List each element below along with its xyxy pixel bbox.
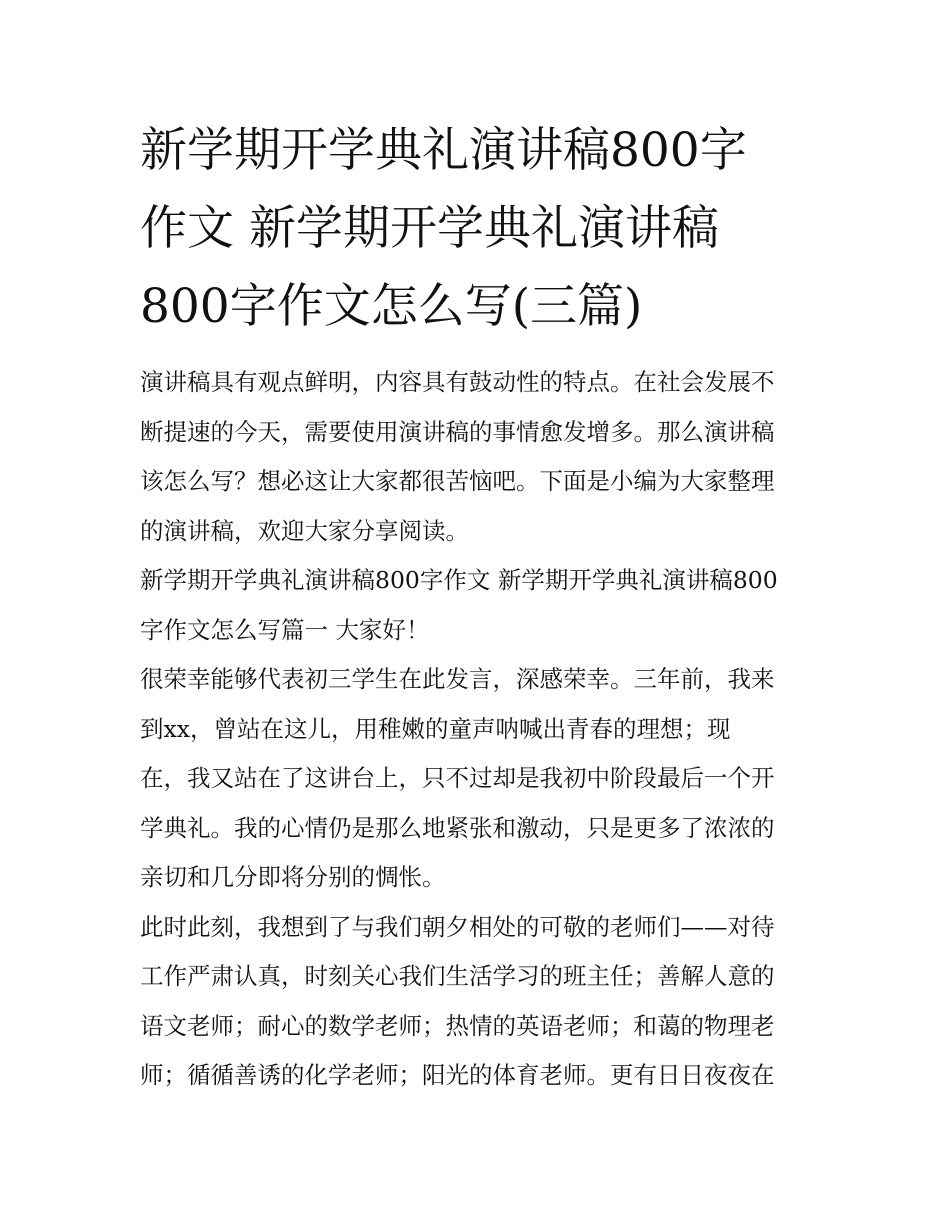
body-line: 语文老师；耐心的数学老师；热情的英语老师；和蔼的物理老 [140,1011,775,1040]
body-line: 的演讲稿，欢迎大家分享阅读。 [140,516,469,545]
title-line-1: 新学期开学典礼演讲稿800字 [140,123,747,178]
body-line: 亲切和几分即将分别的惆怅。 [140,863,446,891]
body-line: 学典礼。我的心情仍是那么地紧张和激动，只是更多了浓浓的 [140,813,775,842]
body-line: 工作严肃认真，时刻关心我们生活学习的班主任；善解人意的 [140,962,775,990]
body-line: 演讲稿具有观点鲜明，内容具有鼓动性的特点。在社会发展不 [140,368,775,396]
body-line: 在，我又站在了这讲台上，只不过却是我初中阶段最后一个开 [140,764,775,792]
body-line: 该怎么写？想必这让大家都很苦恼吧。下面是小编为大家整理 [140,467,775,495]
document-title [140,112,815,346]
body-line: 师；循循善诱的化学老师；阳光的体育老师。更有日日夜夜在 [140,1061,775,1089]
document-page [140,112,815,1101]
body-line: 此时此刻，我想到了与我们朝夕相处的可敬的老师们——对待 [140,912,775,941]
body-line: 字作文怎么写篇一 大家好！ [140,615,430,644]
body-line: 断提速的今天，需要使用演讲稿的事情愈发增多。那么演讲稿 [140,417,775,446]
body-line: 到xx，曾站在这儿，用稚嫩的童声呐喊出青春的理想；现 [140,714,731,743]
body-line: 很荣幸能够代表初三学生在此发言，深感荣幸。三年前，我来 [140,665,775,693]
title-line-3: 800字作文怎么写(三篇) [140,279,643,334]
body-text [140,358,815,1101]
title-line-2: 作文 新学期开学典礼演讲稿 [140,201,719,256]
body-line: 新学期开学典礼演讲稿800字作文 新学期开学典礼演讲稿800 [140,566,778,594]
